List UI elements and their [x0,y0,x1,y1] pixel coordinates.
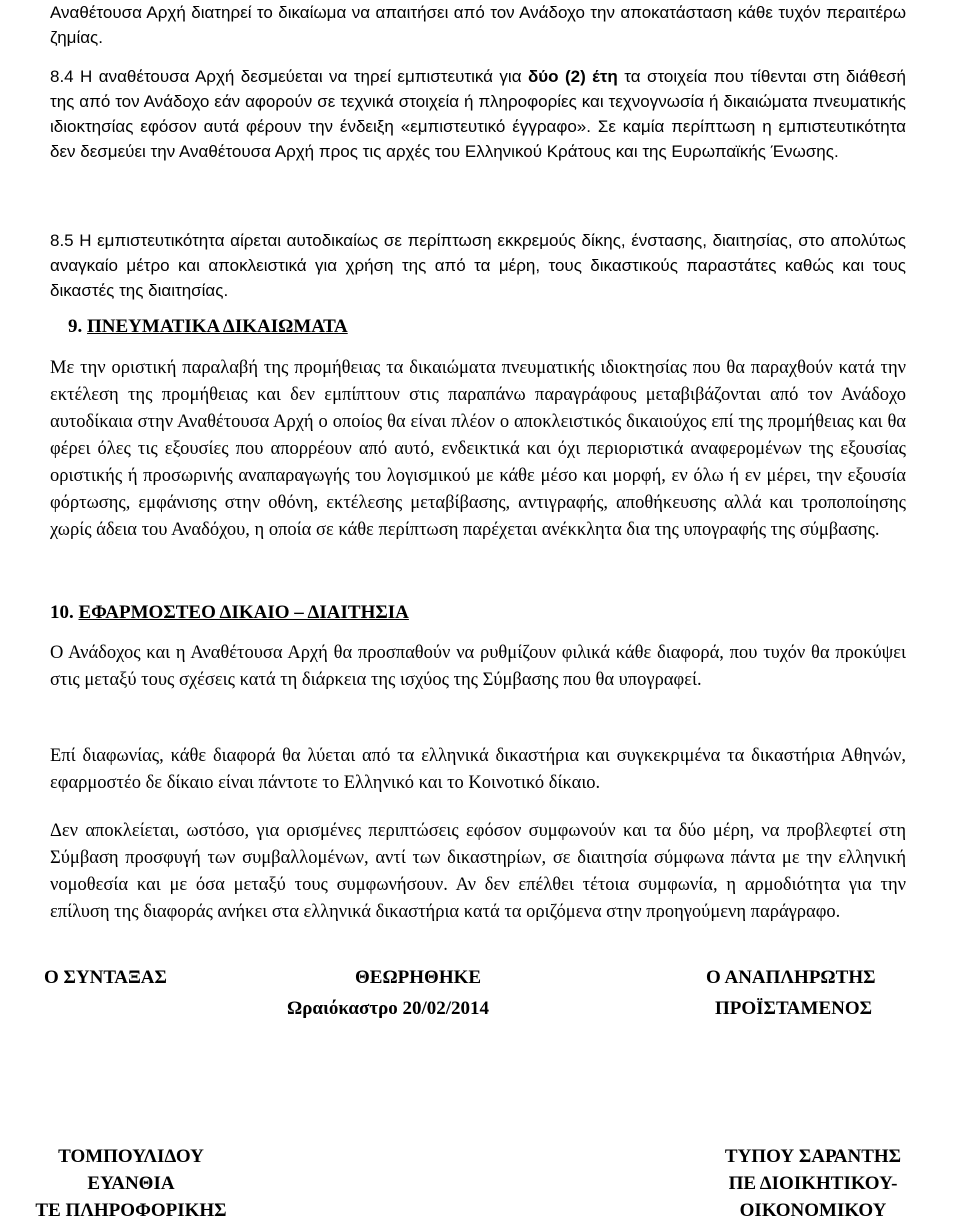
signature-center-title: ΘΕΩΡΗΘΗΚΕ [355,967,482,988]
section-9-heading [68,316,348,338]
section-10-paragraph-2 [50,743,906,797]
signature-right-title: Ο ΑΝΑΠΛΗΡΩΤΗΣ [706,967,876,988]
section-10-heading [50,602,409,624]
paragraph-8-4 [50,64,906,164]
section-9-title: ΠΝΕΥΜΑΤΙΚΑ ΔΙΚΑΙΩΜΑΤΑ [87,316,348,337]
section-10-paragraph-3 [50,818,906,926]
section-10-paragraph-2-text: Επί διαφωνίας, κάθε διαφορά θα λύεται από τα ελληνικά δικαστήρια και συγκεκριμένα τα δικαστήρια Αθηνών, εφαρμοστέο δε δίκαιο είναι πάντοτε το Ελληνικό και το Κοινοτικό δίκαιο. [50,746,906,793]
paragraph-8-4-bold-term: δύο (2) έτη [527,67,618,86]
paragraph-8-5-text: 8.5 Η εμπιστευτικότητα αίρεται αυτοδικαίως σε περίπτωση εκκρεμούς δίκης, ένστασης, διαιτησίας, στο απολύτως αναγκαίο μέτρο και αποκλειστικά για χρήση της από τα μέρη, τους δικαστικούς παραστάτες καθώς και τους δικαστές της διαιτησίας. [50,231,906,300]
section-10-paragraph-3-text: Δεν αποκλείεται, ωστόσο, για ορισμένες περιπτώσεις εφόσον συμφωνούν και τα δύο μέρη, να προβλεφτεί στη Σύμβαση προσφυγή των συμβαλλομένων, αντί των δικαστηρίων, σε διαιτησία σύμφωνα πάντα με την ελληνική νομοθεσία και με όσα μεταξύ τους συμφωνήσουν. Αν δεν επέλθει τέτοια συμφωνία, η αρμοδιότητα για την επίλυση της διαφοράς ανήκει στα ελληνικά δικαστήρια κατά τα οριζόμενα στην προηγούμενη παράγραφο. [50,821,906,922]
paragraph-top [50,0,906,50]
section-9-text: Με την οριστική παραλαβή της προμήθειας τα δικαιώματα πνευματικής ιδιοκτησίας που θα παραχθούν κατά την εκτέλεση της προμήθειας και δεν εμπίπτουν στις παραπάνω παραγράφους μεταβιβάζονται από τον Ανάδοχο αυτοδίκαια στην Αναθέτουσα Αρχή ο οποίος θα είναι πλέον ο αποκλειστικός δικαιούχος επί της προμήθειας και θα φέρει όλες τις εξουσίες που απορρέουν από αυτό, ενδεικτικά και όχι περιοριστικά αναφερομένων της εξουσίας οριστικής ή προσωρινής αναπαραγωγής του λογισμικού με κάθε μέσο και μορφή, εν όλω ή εν μέρει, την εξουσία φόρτωσης, εμφάνισης στην οθόνη, εκτέλεσης μεταβίβασης, αντιγραφής, αποθήκευσης αλλά και τροποποίησης χωρίς άδεια του Αναδόχου, η οποία σε κάθε περίπτωση παρέχεται ανέκκλητα δια της υπογραφής της σύμβασης. [50,358,906,540]
section-10-paragraph-1-text: Ο Ανάδοχος και η Αναθέτουσα Αρχή θα προσπαθούν να ρυθμίζουν φιλικά κάθε διαφορά, που τυχόν θα προκύψει στις μεταξύ τους σχέσεις κατά τη διάρκεια της ισχύος της Σύμβασης που θα υπογραφεί. [50,643,906,690]
section-10-number: 10. [50,602,74,623]
signature-right-name-1: ΤΥΠΟΥ ΣΑΡΑΝΤΗΣ [724,1146,902,1167]
section-10-title: ΕΦΑΡΜΟΣΤΕΟ ΔΙΚΑΙΟ – ΔΙΑΙΤΗΣΙΑ [78,602,409,623]
signature-left-name-3: ΤΕ ΠΛΗΡΟΦΟΡΙΚΗΣ [35,1200,227,1221]
signature-left-name-1: ΤΟΜΠΟΥΛΙΔΟΥ [58,1146,204,1167]
paragraph-top-text: Αναθέτουσα Αρχή διατηρεί το δικαίωμα να απαιτήσει από τον Ανάδοχο την αποκατάσταση κάθε τυχόν περαιτέρω ζημίας. [50,3,906,47]
signature-left-title: Ο ΣΥΝΤΑΞΑΣ [44,967,167,988]
section-9-paragraph [50,355,906,544]
signature-right-subtitle: ΠΡΟΪΣΤΑΜΕΝΟΣ [715,998,873,1019]
paragraph-8-4-text-start: 8.4 Η αναθέτουσα Αρχή δεσμεύεται να τηρεί εμπιστευτικά για [50,67,528,86]
section-10-paragraph-1 [50,640,906,694]
signature-center-place-date: Ωραιόκαστρο 20/02/2014 [287,998,490,1019]
paragraph-8-5 [50,228,906,303]
paragraph-8-4-text-end: τα στοιχεία που τίθενται στη διάθεσή της από τον Ανάδοχο εάν αφορούν σε τεχνικά στοιχεία ή πληροφορίες και τεχνογνωσία ή δικαιώματα πνευματικής ιδιοκτησίας εφόσον αυτά φέρουν την ένδειξη «εμπιστευτικό έγγραφο». Σε καμία περίπτωση η εμπιστευτικότητα δεν δεσμεύει την Αναθέτουσα Αρχή προς τις αρχές του Ελληνικού Κράτους και της Ευρωπαϊκής Ένωσης. [50,67,906,161]
signature-right-name-2: ΠΕ ΔΙΟΙΚΗΤΙΚΟΥ- [728,1173,898,1194]
section-9-number: 9. [68,316,83,337]
signature-right-name-3: ΟΙΚΟΝΟΜΙΚΟΥ [739,1200,887,1221]
signature-left-name-2: ΕΥΑΝΘΙΑ [87,1173,175,1194]
